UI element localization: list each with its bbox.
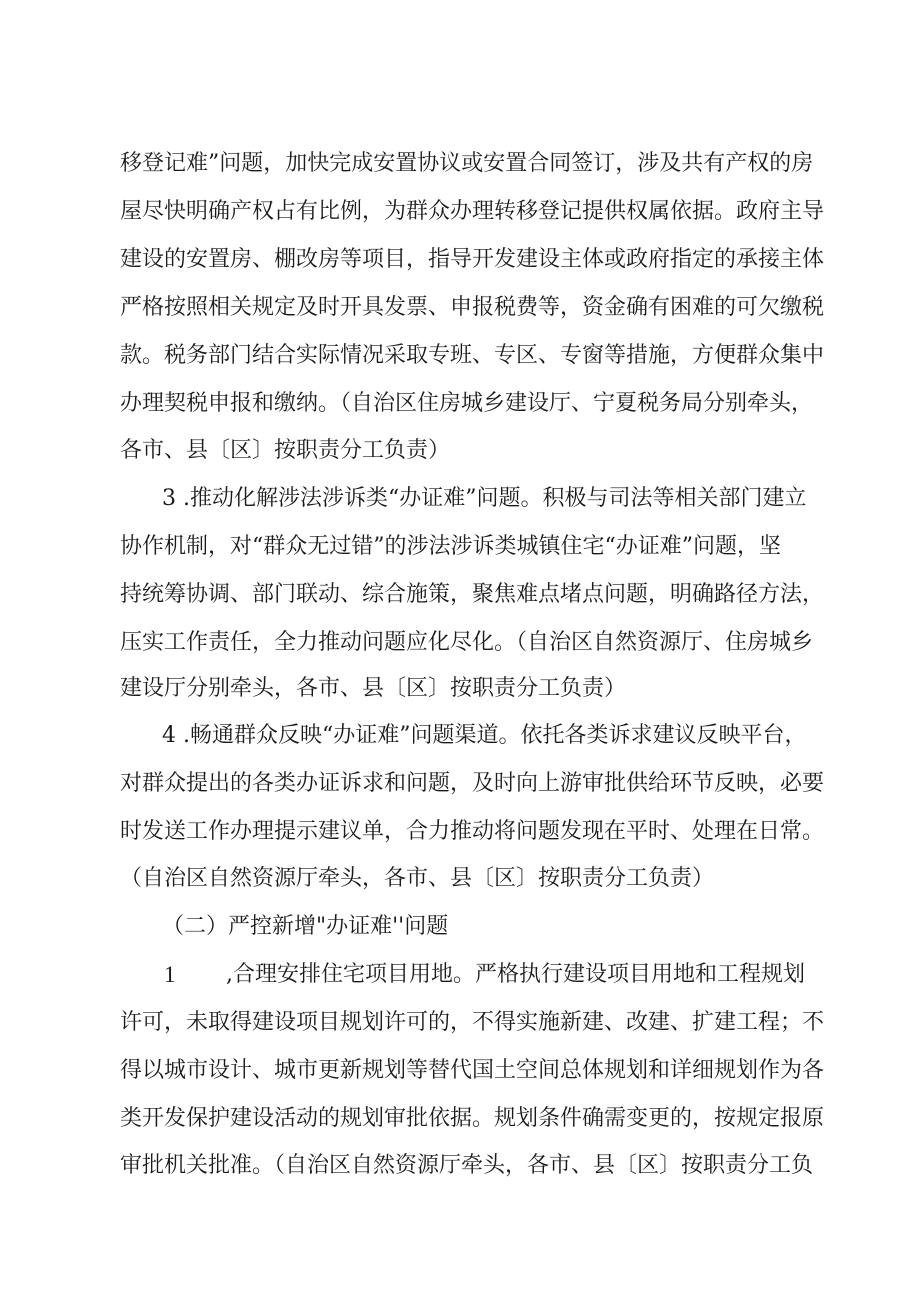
item-1-heading-text: ,合理安排住宅项目用地。严格执行建设项目用地和工程规划 [226,962,805,987]
text-line [0,761,920,807]
line-text: 时发送工作办理提示建议单，合力推动将问题发现在平时、处理在日常。 [120,819,825,844]
line-text: 建设的安置房、棚改房等项目，指导开发建设主体或政府指定的承接主体 [120,247,825,272]
line-text: 得以城市设计、城市更新规划等替代国土空间总体规划和详细规划作为各 [120,1058,825,1083]
item-3-heading-line: 3 .推动化解涉法涉诉类“办证难”问题。积极与司法等相关部门建立 [162,486,807,511]
text-line [0,476,920,522]
text-line [0,524,920,570]
section-heading [0,904,920,950]
text-line [0,333,920,379]
text-line [0,856,920,902]
line-text: 款。税务部门结合实际情况采取专班、专区、专窗等措施，方便群众集中 [120,343,825,368]
text-line [0,713,920,759]
line-text: 各市、县〔区〕按职责分工负责） [120,438,451,463]
line-text: 屋尽快明确产权占有比例，为群众办理转移登记提供权属依据。政府主导 [120,199,825,224]
text-line [0,1048,920,1094]
line-text: 建设厅分别牵头，各市、县〔区〕按职责分工负责） [120,676,627,701]
text-line [0,620,920,666]
line-text: 协作机制，对“群众无过错”的涉法涉诉类城镇住宅“办证难”问题，坚 [120,534,781,559]
text-line [0,428,920,474]
line-text: 办理契税申报和缴纳。（自治区住房城乡建设厅、宁夏税务局分别牵头， [120,391,814,416]
line-text: 移登记难”问题，加快完成安置协议或安置合同签订，涉及共有产权的房 [120,151,814,176]
line-text: 审批机关批准。（自治区自然资源厅牵头，各市、县〔区〕按职责分工负 [120,1153,814,1178]
line-text: 持统筹协调、部门联动、综合施策，聚焦难点堵点问题，明确路径方法， [120,582,825,607]
line-text: 严格按照相关规定及时开具发票、申报税费等，资金确有困难的可欠缴税 [120,295,825,320]
text-line [0,1143,920,1189]
text-line [0,189,920,235]
text-line [0,666,920,712]
text-line [0,285,920,331]
section-heading-text: （二）严控新增"办证难''问题 [162,914,449,939]
text-line [0,141,920,187]
item-1-number: 1 [164,962,176,987]
line-text: （自治区自然资源厅牵头，各市、县〔区〕按职责分工负责） [120,866,715,891]
text-line [0,237,920,283]
text-line [0,1096,920,1142]
line-text: 类开发保护建设活动的规划审批依据。规划条件确需变更的，按规定报原 [120,1106,825,1131]
line-text: 对群众提出的各类办证诉求和问题，及时向上游审批供给环节反映，必要 [120,771,825,796]
text-line [0,1000,920,1046]
item-4-heading-line: 4 .畅通群众反映“办证难”问题渠道。依托各类诉求建议反映平台， [162,723,807,748]
text-line [0,809,920,855]
line-text: 许可，未取得建设项目规划许可的，不得实施新建、改建、扩建工程；不 [120,1010,825,1035]
text-line [0,572,920,618]
text-line [0,952,920,998]
line-text: 压实工作责任，全力推动问题应化尽化。（自治区自然资源厅、住房城乡 [120,630,814,655]
text-line [0,381,920,427]
